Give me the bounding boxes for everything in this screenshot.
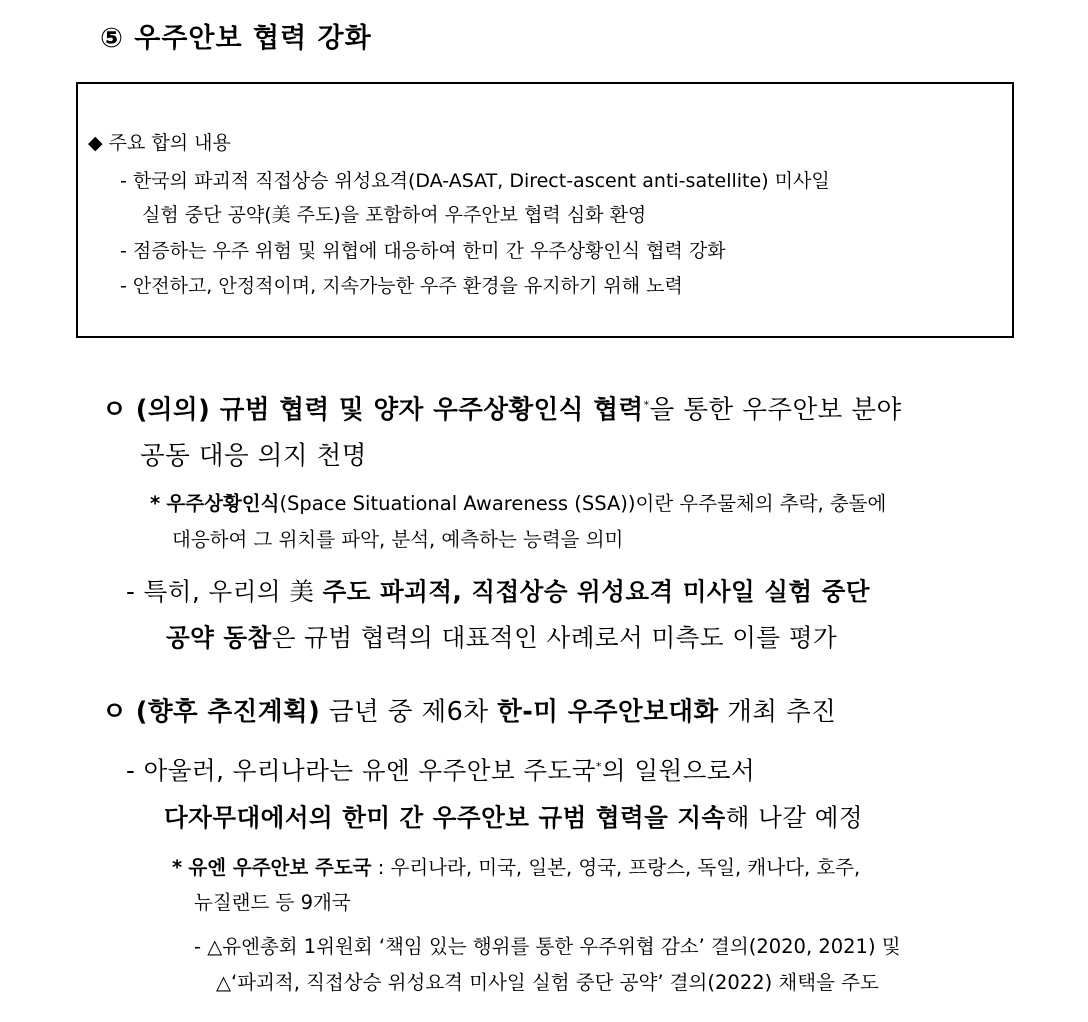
plan-sub-text: - 아울러, 우리나라는 유엔 우주안보 주도국 xyxy=(126,756,596,785)
section-title: ⑤ 우주안보 협력 강화 xyxy=(100,23,372,54)
leading-states-note-line-1 xyxy=(172,852,860,880)
note-term: 우주상황인식 xyxy=(166,492,280,515)
plan-bold-1: (향후 추진계획) xyxy=(135,697,321,727)
sub-point-line-1 xyxy=(126,573,870,608)
box-line-3: - 점증하는 우주 위험 및 위협에 대응하여 한미 간 우주상황인식 협력 강화 xyxy=(120,240,726,262)
significance-line-2: 공동 대응 의지 천명 xyxy=(140,441,367,471)
resolution-line-2: △‘파괴적, 직접상승 위성요격 미사일 실험 중단 공약’ 결의(2022) 채택을 주도 xyxy=(216,971,879,994)
plan-sub-rest: 의 일원으로서 xyxy=(601,756,756,785)
plan-sub-bold: 다자무대에서의 한미 간 우주안보 규범 협력을 지속 xyxy=(164,803,726,832)
box-line-4: - 안전하고, 안정적이며, 지속가능한 우주 환경을 유지하기 위해 노력 xyxy=(120,275,683,297)
significance-bold: (의의) 규범 협력 및 양자 우주상황인식 협력 xyxy=(135,395,644,425)
plan-bold-2: 한-미 우주안보대화 xyxy=(497,697,719,727)
note-star: * xyxy=(150,492,161,515)
sub-point-rest-2: 은 규범 협력의 대표적인 사례로서 미측도 이를 평가 xyxy=(271,623,838,652)
significance-rest: 을 통한 우주안보 분야 xyxy=(649,395,902,425)
box-heading: ◆ 주요 합의 내용 xyxy=(88,132,231,154)
note-term-2: 유엔 우주안보 주도국 xyxy=(188,856,372,879)
note-list: : 우리나라, 미국, 일본, 영국, 프랑스, 독일, 캐나다, 호주, xyxy=(371,856,861,879)
ssa-note-line-1 xyxy=(150,488,886,516)
bullet-circle: ㅇ xyxy=(102,395,128,425)
agreement-box xyxy=(76,82,1014,338)
sub-point-prefix: - 특히, 우리의 美 xyxy=(126,577,323,606)
plan-rest: 개최 추진 xyxy=(718,697,837,727)
leading-states-note-line-2: 뉴질랜드 등 9개국 xyxy=(194,891,351,914)
sub-point-line-2 xyxy=(166,619,837,654)
sub-point-bold: 주도 파괴적, 직접상승 위성요격 미사일 실험 중단 xyxy=(322,577,870,606)
plan-sub-line-1 xyxy=(126,752,755,787)
ssa-note-line-2: 대응하여 그 위치를 파악, 분석, 예측하는 능력을 의미 xyxy=(172,528,624,551)
box-line-1: - 한국의 파괴적 직접상승 위성요격(DA-ASAT, Direct-ascent anti-satellite) 미사일 xyxy=(120,170,830,192)
resolution-line-1: - △유엔총회 1위원회 ‘책임 있는 행위를 통한 우주위협 감소’ 결의(2020, 2021) 및 xyxy=(194,935,901,958)
note-star-2: * xyxy=(172,856,183,879)
footnote-marker-2: * xyxy=(595,759,602,773)
footnote-marker: * xyxy=(643,398,650,412)
significance-line-1 xyxy=(102,390,902,426)
note-definition: (Space Situational Awareness (SSA))이란 우주물체의 추락, 충돌에 xyxy=(279,492,887,515)
plan-sub-line-2 xyxy=(164,799,863,834)
plan-line-1 xyxy=(102,692,836,728)
plan-sub-rest-2: 해 나갈 예정 xyxy=(725,803,864,832)
sub-point-bold-2: 공약 동참 xyxy=(166,623,272,652)
plan-mid: 금년 중 제6차 xyxy=(320,697,498,727)
box-line-2: 실험 중단 공약(美 주도)을 포함하여 우주안보 협력 심화 환영 xyxy=(142,204,647,226)
bullet-circle-2: ㅇ xyxy=(102,697,128,727)
